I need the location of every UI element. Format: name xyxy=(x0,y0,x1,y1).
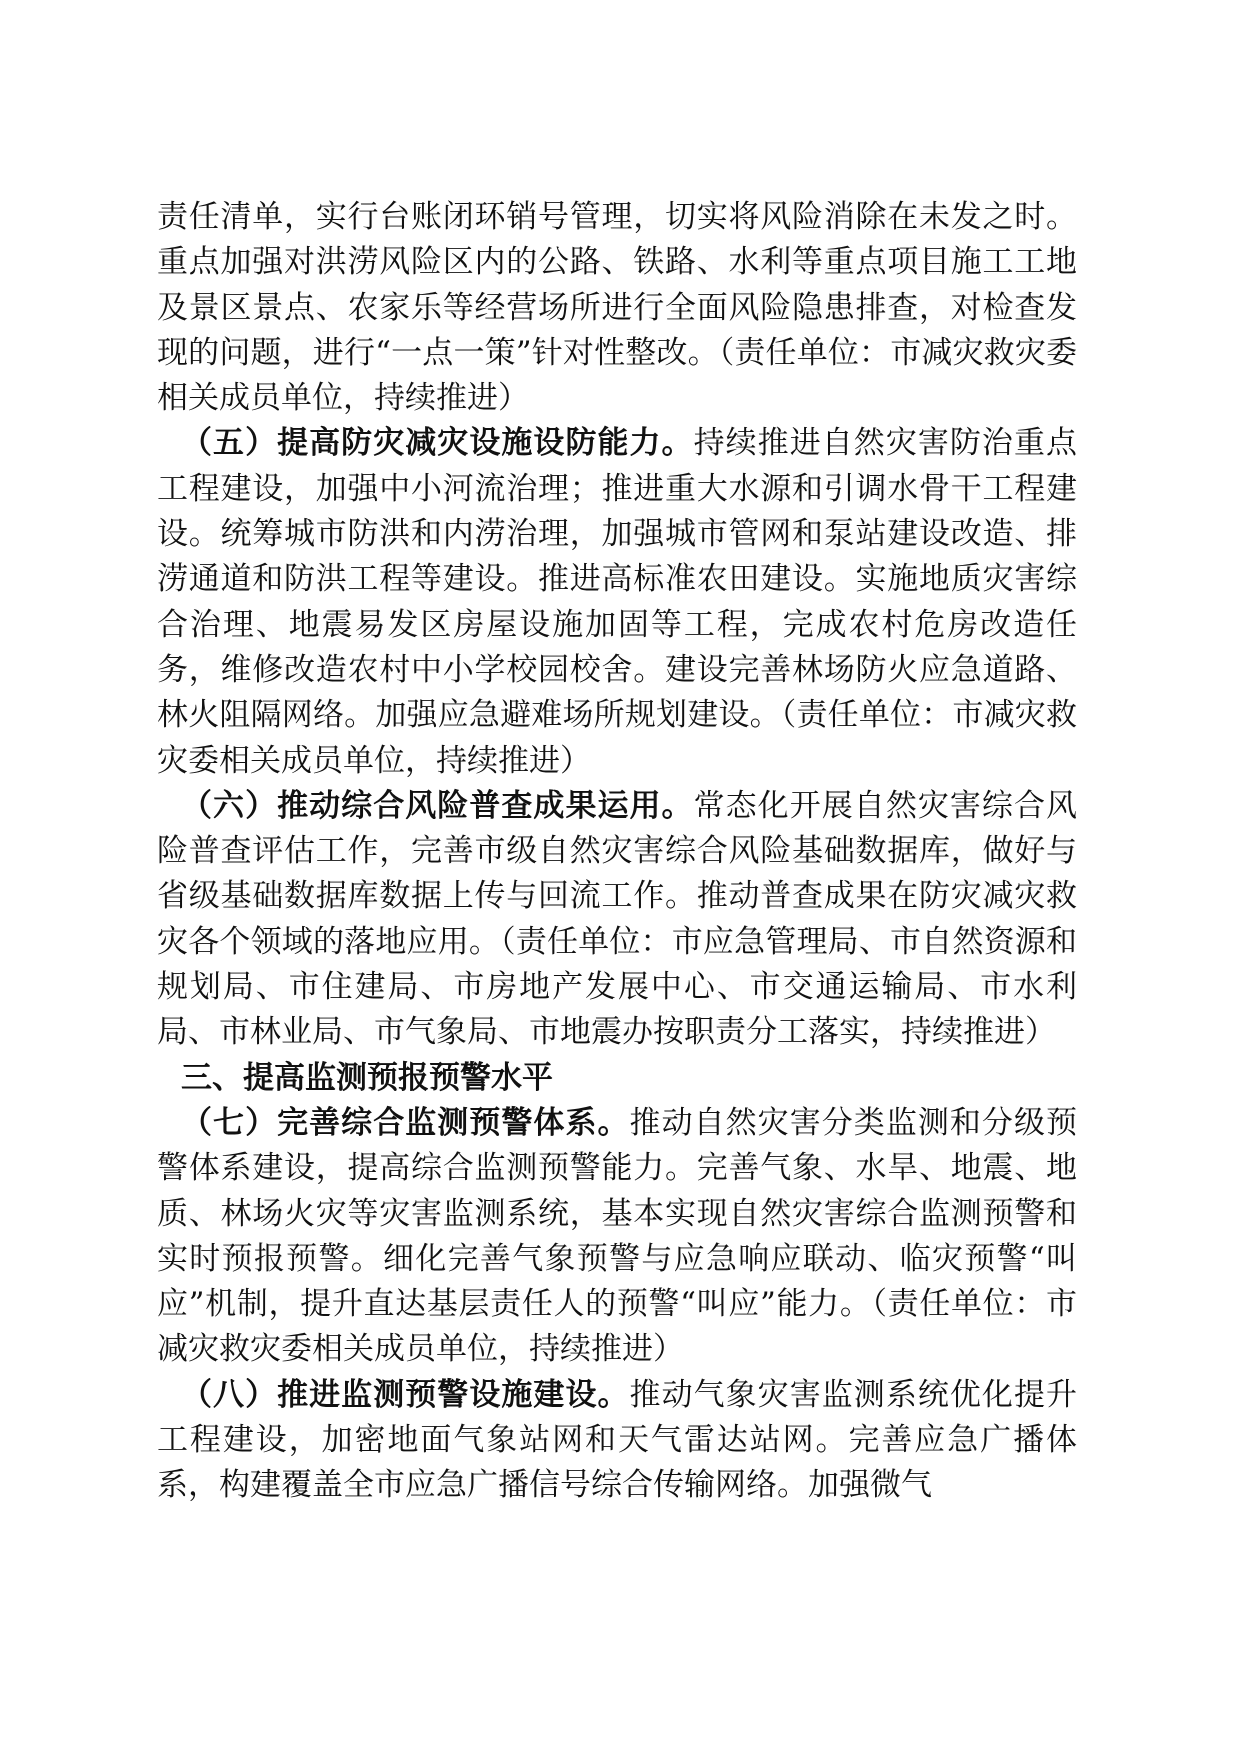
paragraph-item-6 xyxy=(157,784,1077,1056)
paragraph-lead: （六）推动综合风险普查成果运用。 xyxy=(181,787,694,824)
paragraph-body: 常态化开展自然灾害综合风险普查评估工作，完善市级自然灾害综合风险基础数据库，做好与省级基础数据库数据上传与回流工作。推动普查成果在防灾减灾救灾各个领域的落地应用。（责任单位：市应急管理局、市自然资源和规划局、市住建局、市房地产发展中心、市交通运输局、市水利局、市林业局、市气象局、市地震办按职责分工落实，持续推进） xyxy=(157,787,1077,1051)
paragraph-item-7 xyxy=(157,1101,1077,1373)
paragraph-body: 推动自然灾害分类监测和分级预警体系建设，提高综合监测预警能力。完善气象、水旱、地震、地质、林场火灾等灾害监测系统，基本实现自然灾害综合监测预警和实时预报预警。细化完善气象预警与应急响应联动、临灾预警“叫应”机制，提升直达基层责任人的预警“叫应”能力。（责任单位：市减灾救灾委相关成员单位，持续推进） xyxy=(157,1104,1078,1368)
paragraph-body: 持续推进自然灾害防治重点工程建设，加强中小河流治理；推进重大水源和引调水骨干工程建设。统筹城市防洪和内涝治理，加强城市管网和泵站建设改造、排涝通道和防洪工程等建设。推进高标准农田建设。实施地质灾害综合治理、地震易发区房屋设施加固等工程，完成农村危房改造任务，维修改造农村中小学校园校舍。建设完善林场防火应急道路、林火阻隔网络。加强应急避难场所规划建设。（责任单位：市减灾救灾委相关成员单位，持续推进） xyxy=(157,425,1077,779)
paragraph-lead: （八）推进监测预警设施建设。 xyxy=(181,1376,630,1413)
paragraph-body: 责任清单，实行台账闭环销号管理，切实将风险消除在未发之时。重点加强对洪涝风险区内的公路、铁路、水利等重点项目施工工地及景区景点、农家乐等经营场所进行全面风险隐患排查，对检查发现的问题，进行“一点一策”针对性整改。（责任单位：市减灾救灾委相关成员单位，持续推进） xyxy=(157,199,1077,417)
paragraph-lead: （七）完善综合监测预警体系。 xyxy=(181,1104,630,1141)
paragraph-body: 推动气象灾害监测系统优化提升工程建设，加密地面气象站网和天气雷达站网。完善应急广播体系，构建覆盖全市应急广播信号综合传输网络。加强微气 xyxy=(157,1376,1078,1504)
paragraph-item-5 xyxy=(157,421,1077,783)
paragraph-continuation xyxy=(157,195,1077,421)
paragraph-item-8 xyxy=(157,1373,1077,1509)
paragraph-lead: （五）提高防灾减灾设施设防能力。 xyxy=(181,425,694,462)
section-heading: 三、提高监测预报预警水平 xyxy=(181,1059,553,1096)
document-body xyxy=(157,195,1077,1509)
